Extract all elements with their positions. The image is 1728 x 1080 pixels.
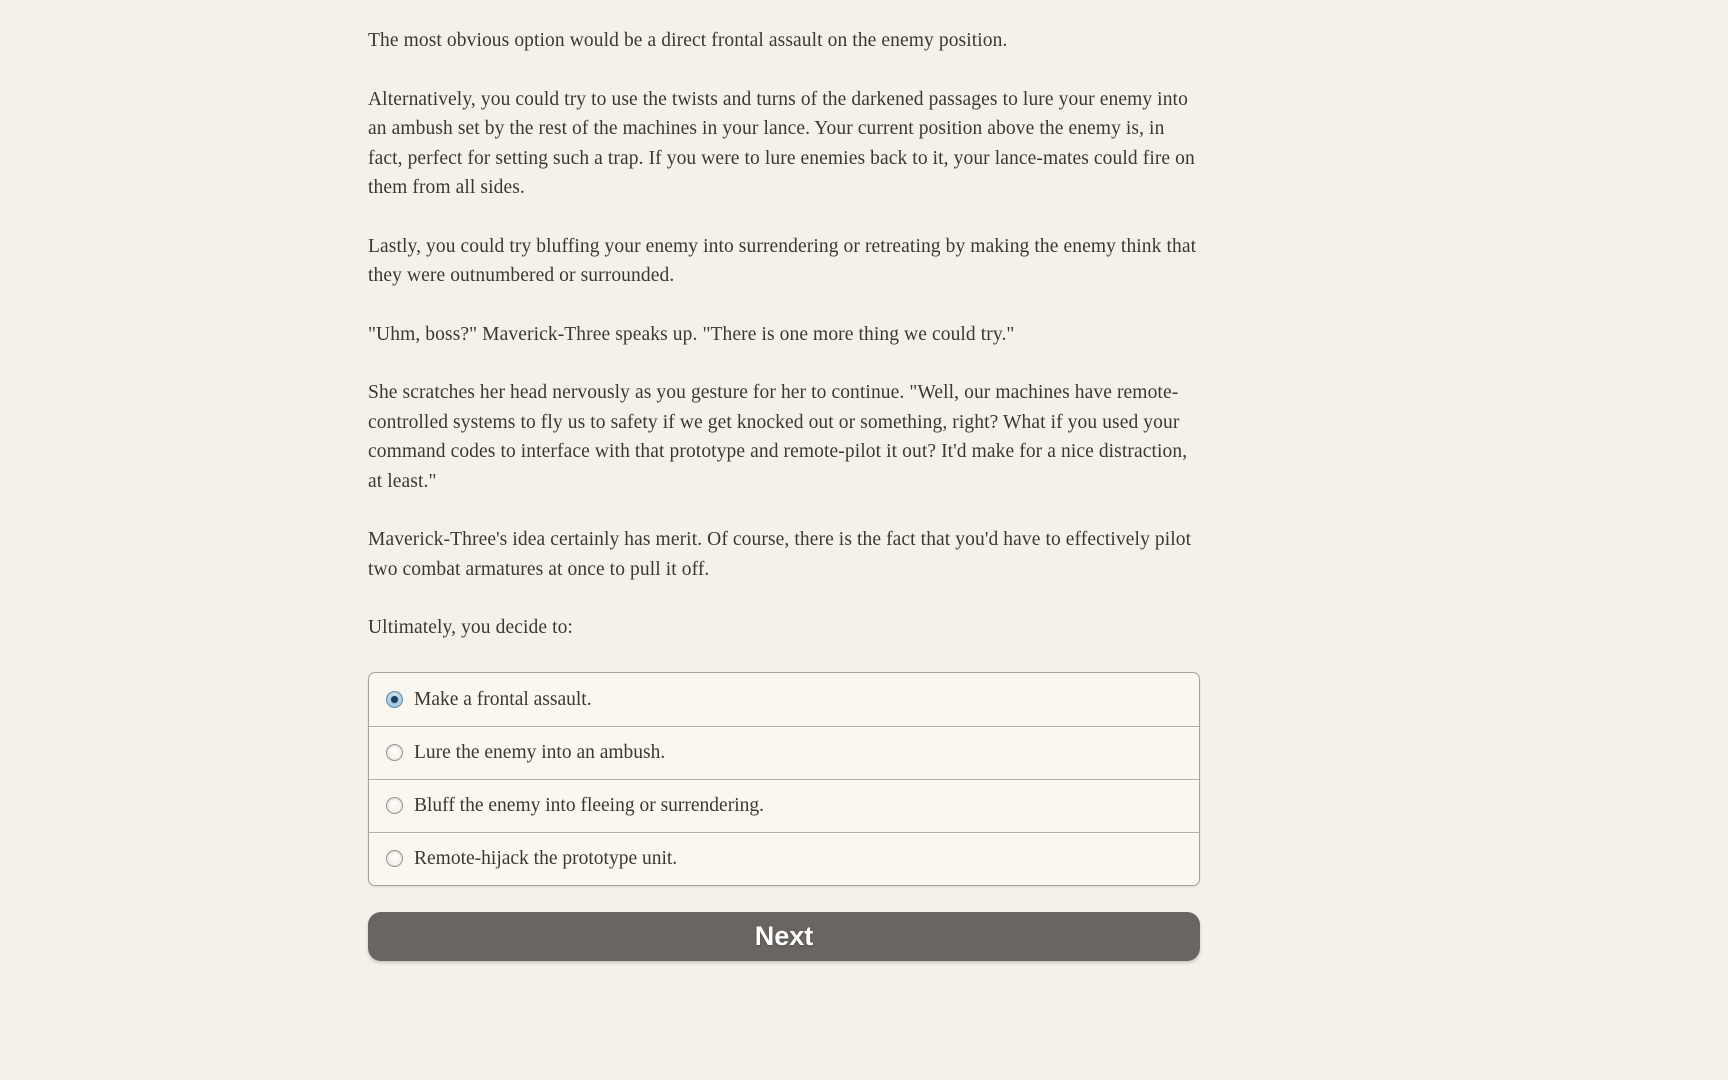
radio-button-icon[interactable] — [386, 850, 403, 867]
choice-option-frontal-assault[interactable] — [369, 673, 1199, 726]
choice-option-bluff[interactable] — [369, 779, 1199, 832]
choice-label: Bluff the enemy into fleeing or surrendering. — [414, 795, 765, 816]
story-page — [368, 0, 1200, 961]
story-paragraph: The most obvious option would be a direct frontal assault on the enemy position. — [368, 30, 1008, 51]
radio-dot-icon — [391, 696, 398, 703]
choice-label: Lure the enemy into an ambush. — [414, 742, 666, 763]
choice-option-remote-hijack[interactable] — [369, 832, 1199, 885]
choice-list — [368, 672, 1200, 886]
story-text — [368, 26, 1200, 643]
radio-button-icon[interactable] — [386, 744, 403, 761]
choice-label: Remote-hijack the prototype unit. — [414, 848, 678, 869]
story-paragraph: Lastly, you could try bluffing your enemy into surrendering or retreating by making the enemy think that they were outnumbered or surrounded. — [368, 235, 1197, 286]
story-paragraph: Maverick-Three's idea certainly has merit. Of course, there is the fact that you'd have to effectively pilot two combat armatures at once to pull it off. — [368, 529, 1192, 580]
radio-button-icon[interactable] — [386, 797, 403, 814]
choice-option-ambush[interactable] — [369, 726, 1199, 779]
story-prompt: Ultimately, you decide to: — [368, 617, 573, 638]
story-paragraph: "Uhm, boss?" Maverick-Three speaks up. "There is one more thing we could try." — [368, 323, 1015, 345]
radio-button-icon[interactable] — [386, 691, 403, 708]
story-paragraph: Alternatively, you could try to use the twists and turns of the darkened passages to lure your enemy into an ambush set by the rest of the machines in your lance. Your current position above the enemy is, in fact, perfect for setting such a trap. If you were to lure enemies back to it, your lance-mates could fire on them from all sides. — [368, 88, 1195, 198]
next-button[interactable]: Next — [368, 912, 1200, 961]
choice-label: Make a frontal assault. — [414, 688, 592, 710]
story-paragraph: She scratches her head nervously as you gesture for her to continue. "Well, our machines have remote-controlled systems to fly us to safety if we get knocked out or something, right? What if you used your command codes to interface with that prototype and remote-pilot it out? It'd make for a nice distraction, at least." — [368, 382, 1188, 492]
